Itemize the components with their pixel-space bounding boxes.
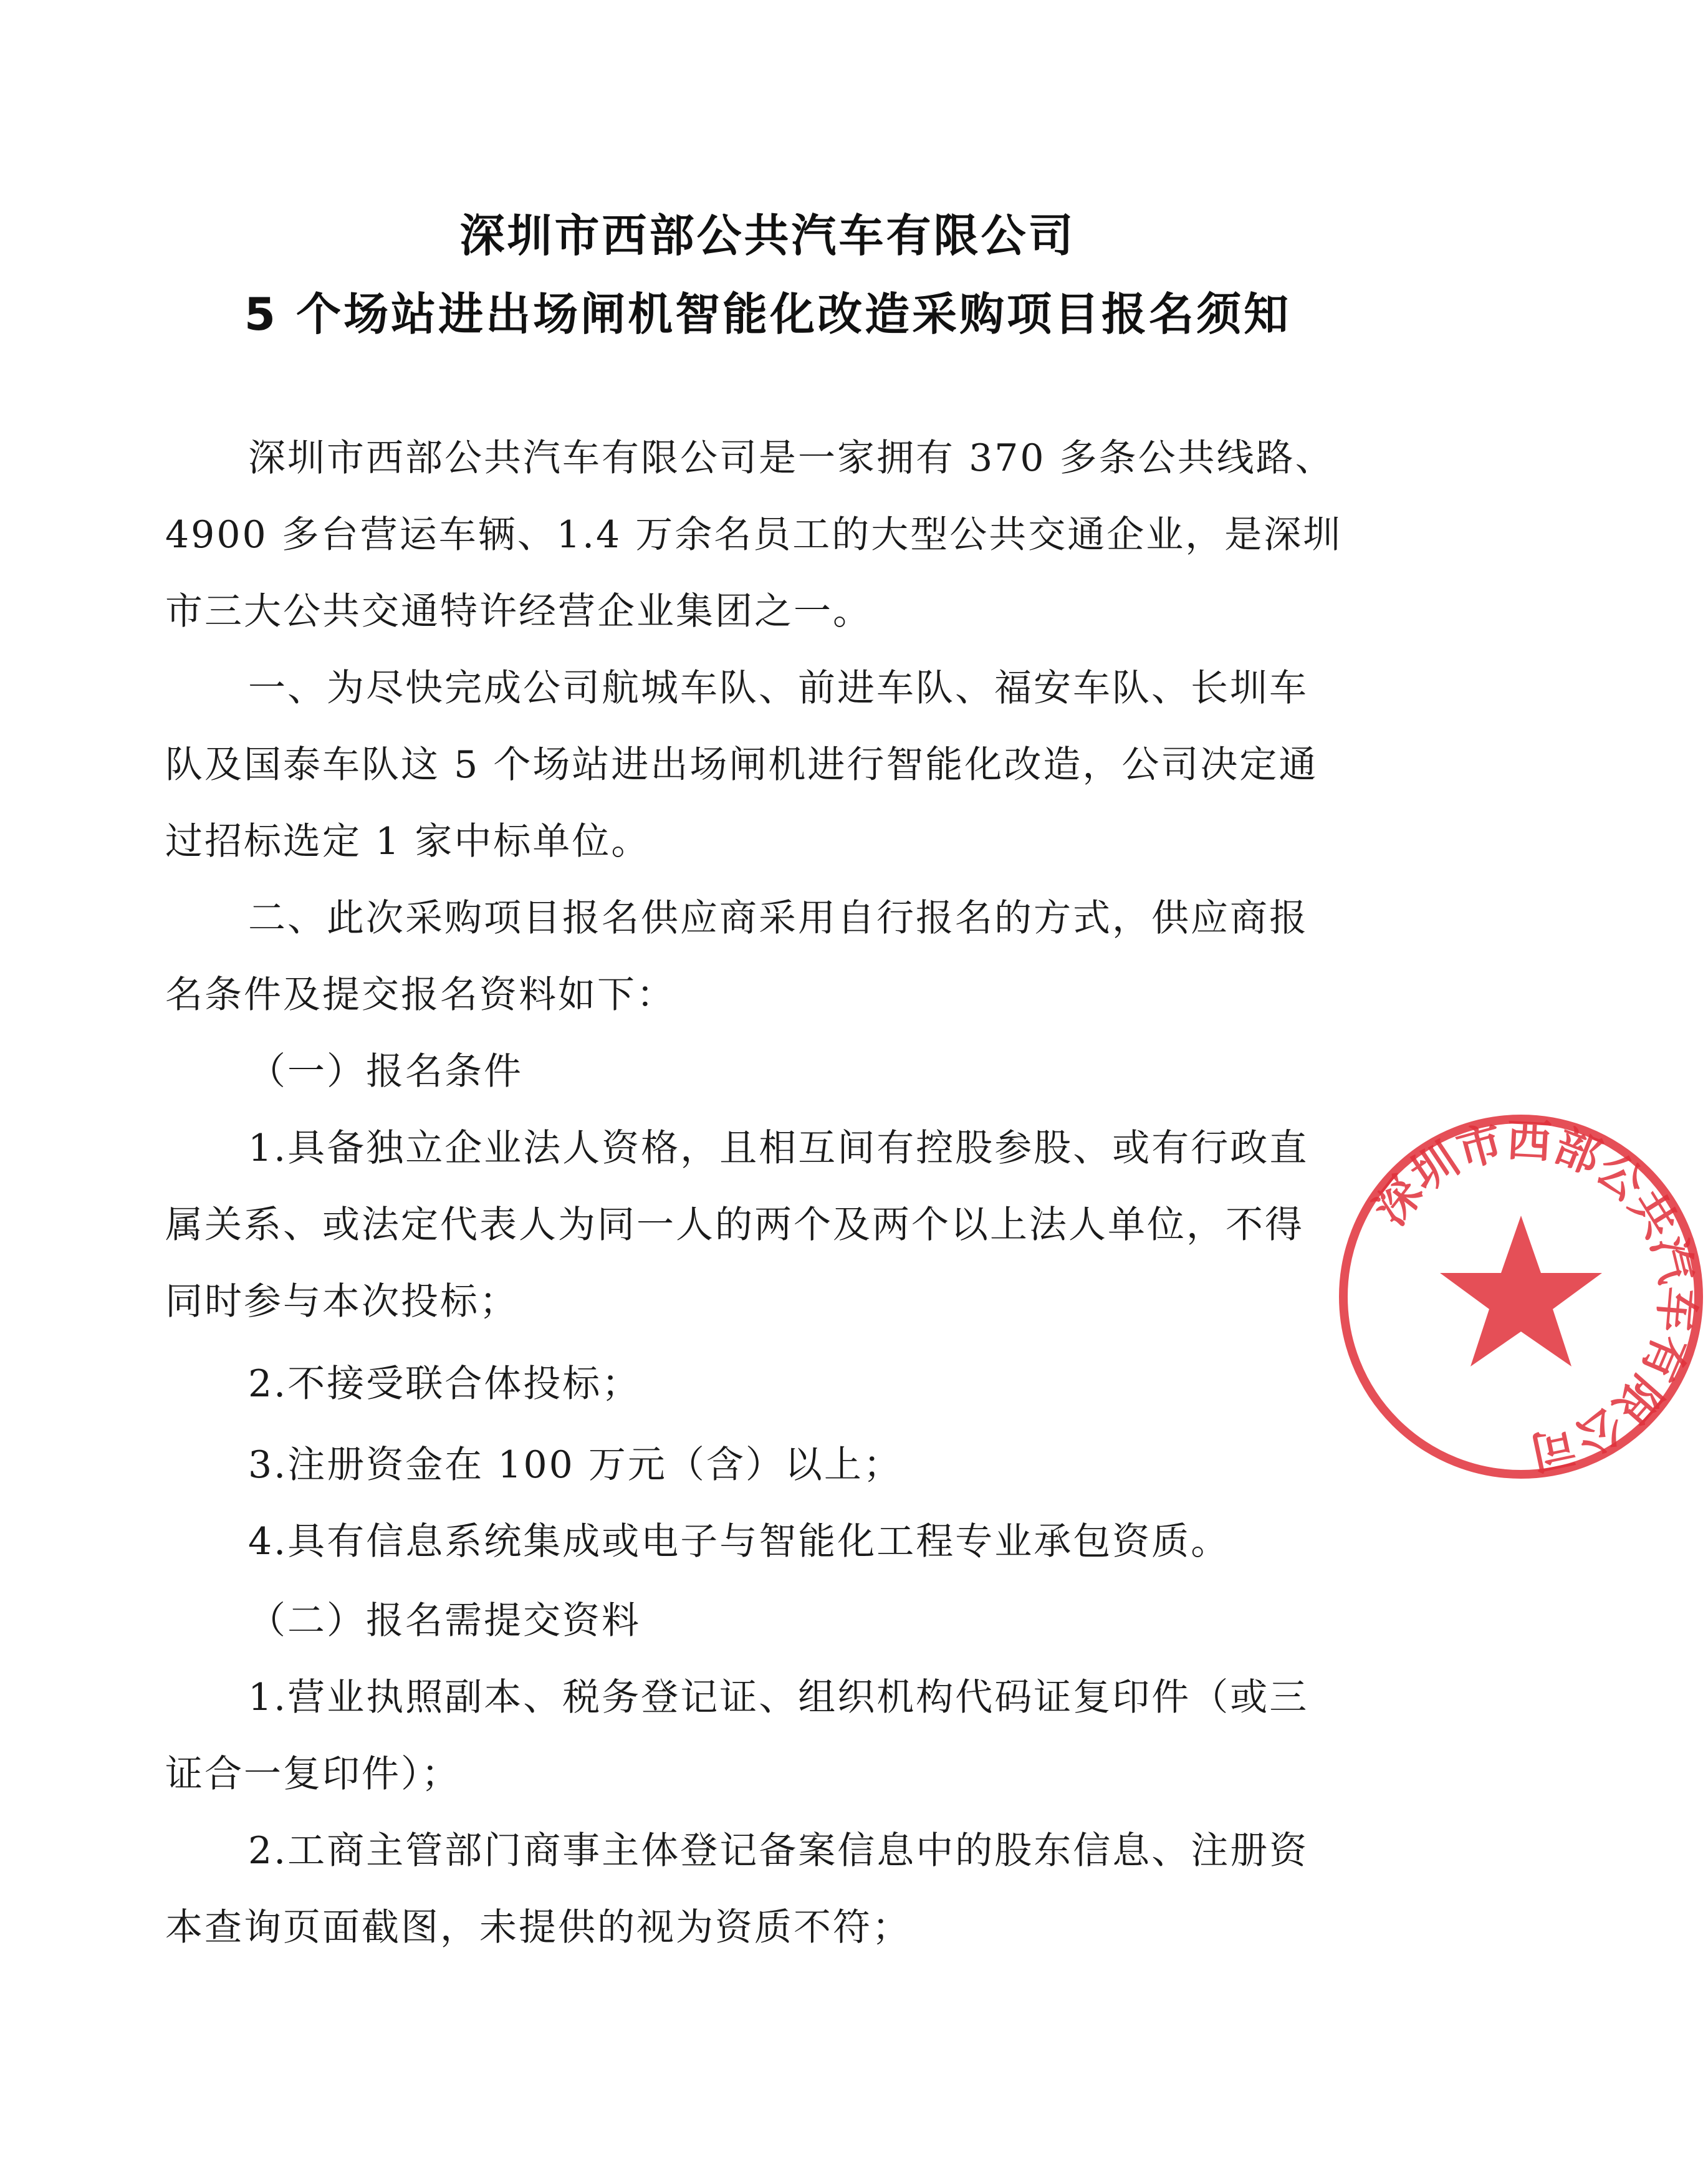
paragraph-line: 过招标选定 1 家中标单位。 [165, 820, 651, 863]
paragraph-line: 深圳市西部公共汽车有限公司是一家拥有 370 多条公共线路、 [248, 436, 1335, 480]
section-heading: （二）报名需提交资料 [248, 1599, 641, 1643]
document-title-line2: 5 个场站进出场闸机智能化改造采购项目报名须知 [244, 288, 1292, 340]
paragraph-line: 属关系、或法定代表人为同一人的两个及两个以上法人单位，不得 [165, 1203, 1304, 1247]
paragraph-line: 1.营业执照副本、税务登记证、组织机构代码证复印件（或三 [248, 1676, 1309, 1719]
seal-text: 深圳市西部公共汽车有限公司 [1363, 1113, 1704, 1480]
paragraph-line: 本查询页面截图，未提供的视为资质不符； [165, 1906, 911, 1949]
paragraph-line: 2.不接受联合体投标； [248, 1362, 641, 1406]
paragraph-line: 3.注册资金在 100 万元（含）以上； [248, 1443, 903, 1487]
paragraph-line: 4900 多台营运车辆、1.4 万余名员工的大型公共交通企业，是深圳 [165, 513, 1343, 557]
paragraph-line: 市三大公共交通特许经营企业集团之一。 [165, 590, 872, 633]
paragraph-line: 1.具备独立企业法人资格，且相互间有控股参股、或有行政直 [248, 1126, 1309, 1170]
paragraph-line: 4.具有信息系统集成或电子与智能化工程专业承包资质。 [248, 1520, 1231, 1563]
paragraph-line: 同时参与本次投标； [165, 1280, 519, 1323]
paragraph-line: 证合一复印件）； [165, 1752, 461, 1796]
paragraph-line: 队及国泰车队这 5 个场站进出场闸机进行智能化改造，公司决定通 [165, 743, 1318, 787]
paragraph-line: 名条件及提交报名资料如下： [165, 973, 676, 1017]
section-heading: （一）报名条件 [248, 1050, 523, 1093]
paragraph-line: 2.工商主管部门商事主体登记备案信息中的股东信息、注册资 [248, 1829, 1309, 1873]
paragraph-line: 二、此次采购项目报名供应商采用自行报名的方式，供应商报 [248, 896, 1308, 940]
document-title-line1: 深圳市西部公共汽车有限公司 [459, 209, 1076, 262]
company-seal-icon [1334, 1110, 1708, 1484]
paragraph-line: 一、为尽快完成公司航城车队、前进车队、福安车队、长圳车 [248, 666, 1308, 710]
